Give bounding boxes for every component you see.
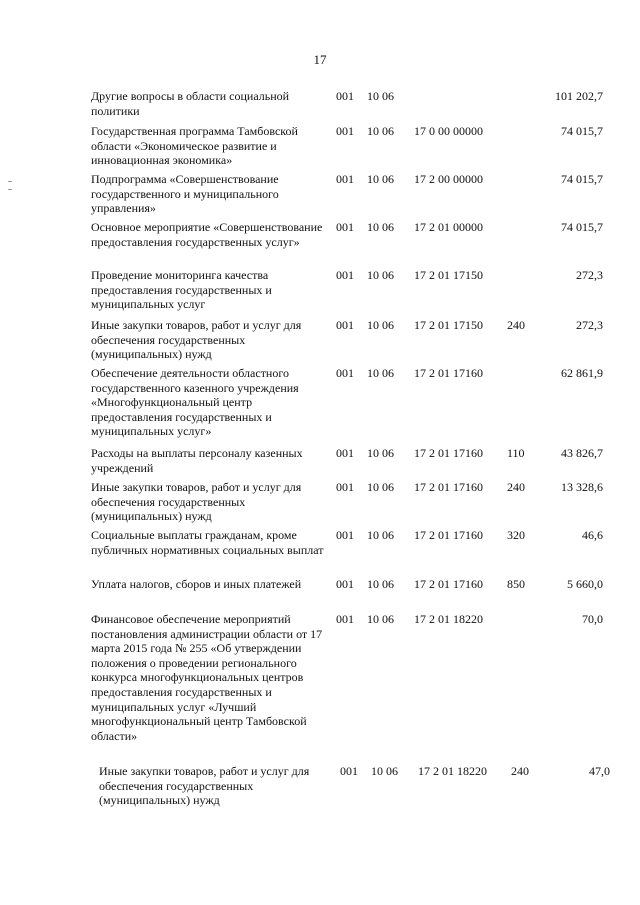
row-name: Иные закупки товаров, работ и услуг для обеспечения государственных (муниципальных) нужд [91,318,302,362]
row-admin-code: 001 [336,577,354,591]
row-name: Государственная программа Тамбовской области «Экономическое развитие и инновационная экономика» [91,124,298,168]
row-section-code: 10 06 [367,480,394,494]
row-program-code: 17 2 01 17150 [414,318,483,332]
table-row [0,764,640,808]
row-name: Иные закупки товаров, работ и услуг для обеспечения государственных (муниципальных) нужд [99,764,310,808]
row-sum: 43 826,7 [561,446,603,460]
scan-margin-mark [8,189,12,190]
row-admin-code: 001 [336,89,354,103]
row-section-code: 10 06 [367,268,394,282]
row-expense-type: 110 [507,446,525,460]
row-admin-code: 001 [336,446,354,460]
row-admin-code: 001 [336,268,354,282]
row-sum: 74 015,7 [561,124,603,138]
row-section-code: 10 06 [367,172,394,186]
row-program-code: 17 2 01 17160 [414,528,483,542]
row-admin-code: 001 [336,612,354,626]
table-row [0,89,640,118]
row-sum: 272,3 [576,318,603,332]
table-row [0,480,640,524]
row-sum: 74 015,7 [561,172,603,186]
table-row [0,124,640,168]
row-name: Финансовое обеспечение мероприятий постановления администрации области от 17 марта 2015 года № 255 «Об утверждении положения о проведении регионального конкурса многофункциональных центров предоставления государственных и муниципальных услуг «Лучший многофункциональный центр Тамбовской области» [91,612,323,743]
row-program-code: 17 2 01 17160 [414,480,483,494]
row-sum: 74 015,7 [561,220,603,234]
row-section-code: 10 06 [367,366,394,380]
scan-margin-mark [8,181,12,182]
row-section-code: 10 06 [367,124,394,138]
row-program-code: 17 2 01 18220 [414,612,483,626]
row-name: Основное мероприятие «Совершенствование предоставления государственных услуг» [91,220,323,249]
row-section-code: 10 06 [367,220,394,234]
table-row [0,172,640,216]
row-admin-code: 001 [336,172,354,186]
row-name: Обеспечение деятельности областного государственного казенного учреждения «Многофункциональный центр предоставления государственных и муниципальных услуг» [91,366,299,439]
row-section-code: 10 06 [367,612,394,626]
row-admin-code: 001 [340,764,358,778]
row-program-code: 17 0 00 00000 [414,124,483,138]
table-row [0,366,640,439]
row-program-code: 17 2 01 18220 [418,764,487,778]
table-row [0,612,640,743]
row-section-code: 10 06 [367,577,394,591]
row-name: Социальные выплаты гражданам, кроме публичных нормативных социальных выплат [91,528,324,557]
row-section-code: 10 06 [367,89,394,103]
row-admin-code: 001 [336,366,354,380]
row-admin-code: 001 [336,318,354,332]
table-row [0,528,640,557]
row-name: Подпрограмма «Совершенствование государственного и муниципального управления» [91,172,279,216]
row-sum: 272,3 [576,268,603,282]
row-sum: 47,0 [589,764,610,778]
row-admin-code: 001 [336,480,354,494]
row-expense-type: 850 [507,577,525,591]
table-row [0,446,640,475]
row-program-code: 17 2 01 00000 [414,220,483,234]
row-name: Другие вопросы в области социальной политики [91,89,290,118]
row-sum: 13 328,6 [561,480,603,494]
row-program-code: 17 2 00 00000 [414,172,483,186]
row-program-code: 17 2 01 17160 [414,366,483,380]
row-section-code: 10 06 [371,764,398,778]
row-expense-type: 240 [507,480,525,494]
page-number: 17 [313,52,327,67]
row-section-code: 10 06 [367,318,394,332]
row-admin-code: 001 [336,528,354,542]
row-name: Уплата налогов, сборов и иных платежей [91,577,302,591]
row-section-code: 10 06 [367,446,394,460]
table-row [0,577,640,591]
row-section-code: 10 06 [367,528,394,542]
row-name: Иные закупки товаров, работ и услуг для обеспечения государственных (муниципальных) нужд [91,480,302,524]
row-name: Расходы на выплаты персоналу казенных учреждений [91,446,303,475]
table-row [0,318,640,362]
row-expense-type: 320 [507,528,525,542]
table-row [0,220,640,249]
table-row [0,268,640,312]
row-program-code: 17 2 01 17160 [414,446,483,460]
row-sum: 46,6 [582,528,603,542]
row-name: Проведение мониторинга качества предоставления государственных и муниципальных услуг [91,268,272,312]
row-admin-code: 001 [336,220,354,234]
row-expense-type: 240 [511,764,529,778]
row-sum: 70,0 [582,612,603,626]
row-program-code: 17 2 01 17150 [414,268,483,282]
row-program-code: 17 2 01 17160 [414,577,483,591]
row-sum: 5 660,0 [567,577,603,591]
row-sum: 62 861,9 [561,366,603,380]
row-sum: 101 202,7 [555,89,603,103]
row-admin-code: 001 [336,124,354,138]
row-expense-type: 240 [507,318,525,332]
